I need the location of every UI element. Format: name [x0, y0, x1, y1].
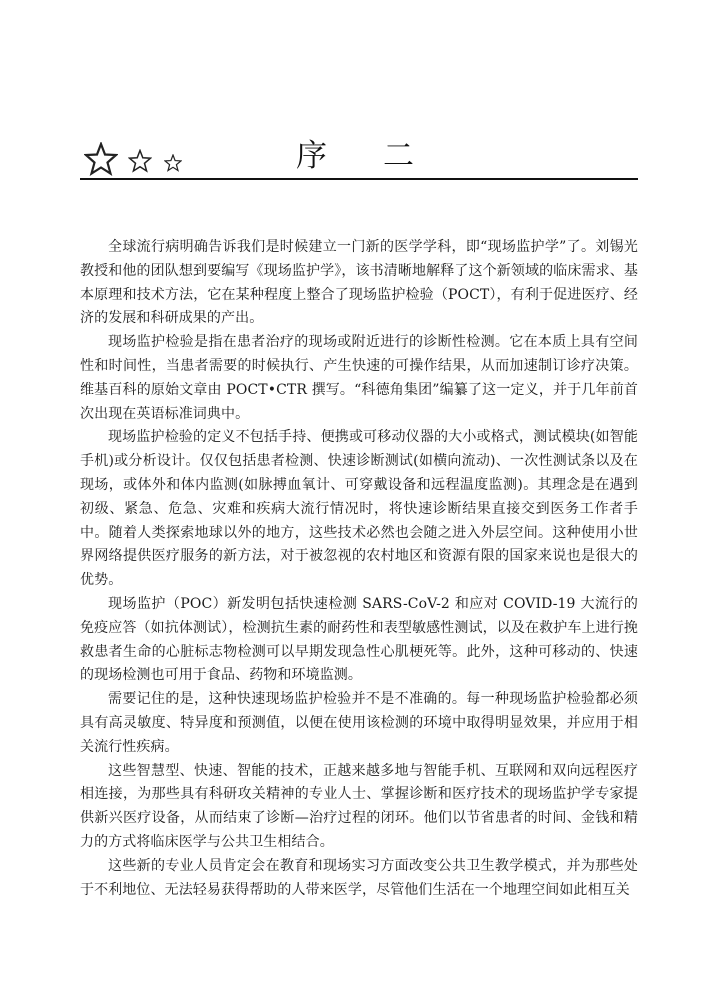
header-divider	[80, 178, 638, 180]
paragraph: 需要记住的是，这种快速现场监护检验并不是不准确的。每一种现场监护检验都必须具有高灵敏度、特异度和预测值，以便在使用该检测的环境中取得明显效果，并应用于相关流行性疾病。	[80, 691, 638, 755]
body-text	[80, 236, 638, 902]
paragraph: 现场监护检验是指在患者治疗的现场或附近进行的诊断性检测。它在本质上具有空间性和时间性，当患者需要的时候执行、产生快速的可操作结果，从而加速制订诊疗决策。维基百科的原始文章由 POCT•CTR 撰写。“科德角集团”编纂了这一定义，并于几年前首次出现在英语标准词典中。	[80, 334, 638, 422]
paragraph: 全球流行病明确告诉我们是时候建立一门新的医学学科，即“现场监护学”了。刘锡光教授和他的团队想到要编写《现场监护学》，该书清晰地解释了这个新领域的临床需求、基本原理和技术方法，它在某种程度上整合了现场监护检验（POCT），有利于促进医疗、经济的发展和科研成果的产出。	[80, 239, 638, 327]
chapter-title: 序二	[296, 138, 470, 174]
paragraph: 这些智慧型、快速、智能的技术，正越来越多地与智能手机、互联网和双向远程医疗相连接，为那些具有科研攻关精神的专业人士、掌握诊断和医疗技术的现场监护学专家提供新兴医疗设备，从而结束了诊断—治疗过程的闭环。他们以节省患者的时间、金钱和精力的方式将临床医学与公共卫生相结合。	[80, 762, 638, 850]
star-decoration	[84, 142, 194, 174]
star-outline-small-icon	[164, 154, 182, 172]
star-outline-medium-icon	[128, 149, 152, 173]
paragraph: 这些新的专业人员肯定会在教育和现场实习方面改变公共卫生教学模式，并为那些处于不利地位、无法轻易获得帮助的人带来医学，尽管他们生活在一个地理空间如此相互关	[80, 857, 638, 898]
paragraph: 现场监护检验的定义不包括手持、便携或可移动仪器的大小或格式，测试模块(如智能手机)或分析设计。仅仅包括患者检测、快速诊断测试(如横向流动)、一次性测试条以及在现场，或体外和体内监测(如脉搏血氧计、可穿戴设备和远程温度监测)。其理念是在遇到初级、紧急、危急、灾难和疾病大流行情况时，将快速诊断结果直接交到医务工作者手中。随着人类探索地球以外的地方，这些技术必然也会随之进入外层空间。这种使用小世界网络提供医疗服务的新方法，对于被忽视的农村地区和资源有限的国家来说也是很大的优势。	[80, 429, 638, 589]
paragraph: 现场监护（POC）新发明包括快速检测 SARS-CoV-2 和应对 COVID-19 大流行的免疫应答（如抗体测试），检测抗生素的耐药性和表型敏感性测试，以及在救护车上进行挽救患者生命的心脏标志物检测可以早期发现急性心肌梗死等。此外，这种可移动的、快速的现场检测也可用于食品、药物和环境监测。	[80, 595, 638, 684]
chapter-header	[80, 136, 638, 180]
star-outline-large-icon	[84, 142, 118, 176]
